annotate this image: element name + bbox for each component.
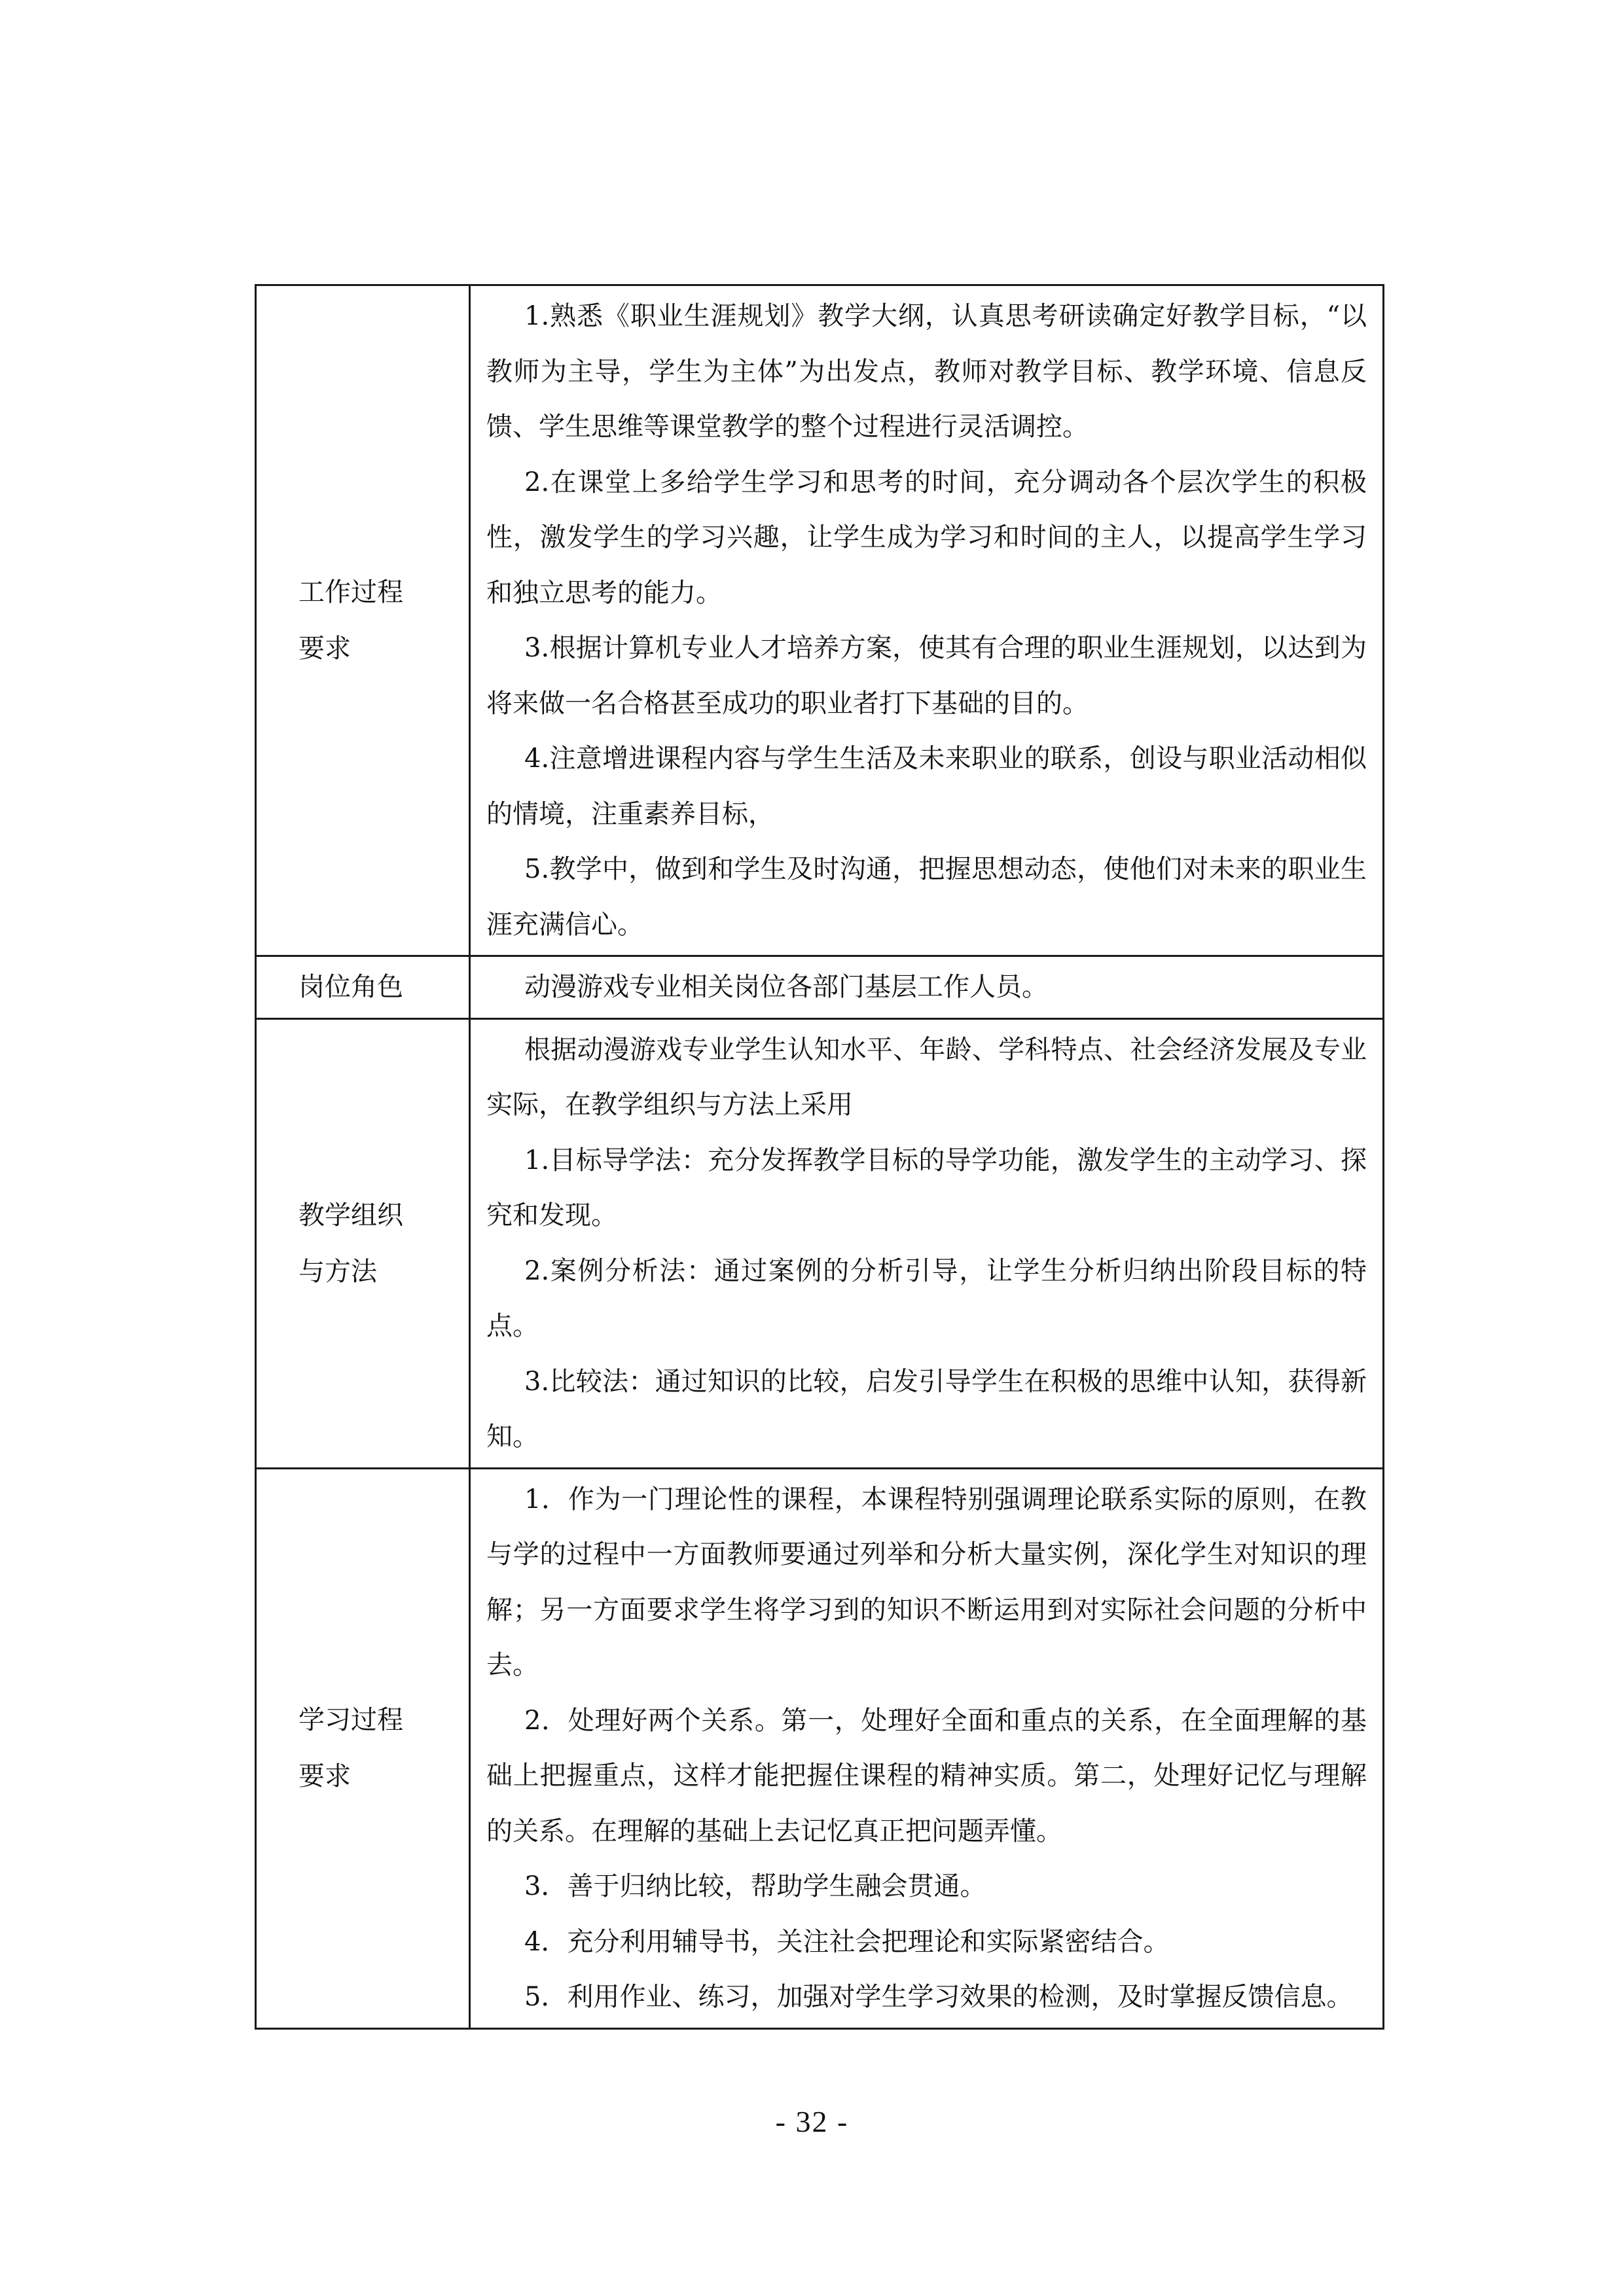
row-label-line: 要求: [298, 1761, 351, 1791]
document-table: [255, 284, 1384, 2030]
content-paragraph: 1．作为一门理论性的课程，本课程特别强调理论联系实际的原则，在教与学的过程中一方面教师要通过列举和分析大量实例，深化学生对知识的理解；另一方面要求学生将学习到的知识不断运用到对实际社会问题的分析中去。: [486, 1484, 1367, 1680]
row-content-cell: [470, 285, 1384, 956]
row-content-cell: [470, 1018, 1384, 1468]
content-paragraph: 1.熟悉《职业生涯规划》教学大纲，认真思考研读确定好教学目标，“以教师为主导，学生为主体”为出发点，教师对教学目标、教学环境、信息反馈、学生思维等课堂教学的整个过程进行灵活调控。: [486, 301, 1367, 442]
row-label-cell: [256, 1018, 470, 1468]
table-row-position-role: [256, 956, 1384, 1019]
row-content-cell: [470, 956, 1384, 1019]
content-paragraph: 2．处理好两个关系。第一，处理好全面和重点的关系，在全面理解的基础上把握重点，这样才能把握住课程的精神实质。第二，处理好记忆与理解的关系。在理解的基础上去记忆真正把问题弄懂。: [486, 1705, 1367, 1846]
content-paragraph: 3.比较法：通过知识的比较，启发引导学生在积极的思维中认知，获得新知。: [486, 1366, 1367, 1452]
content-paragraph: 根据动漫游戏专业学生认知水平、年龄、学科特点、社会经济发展及专业实际，在教学组织与方法上采用: [486, 1034, 1367, 1120]
table-row-teaching-organization: [256, 1018, 1384, 1468]
row-label-cell: [256, 1468, 470, 2028]
content-paragraph: 5.教学中，做到和学生及时沟通，把握思想动态，使他们对未来的职业生涯充满信心。: [486, 854, 1367, 940]
row-label-line: 教学组织: [298, 1200, 403, 1230]
row-label-line: 与方法: [298, 1256, 377, 1287]
page-number: - 32 -: [775, 2105, 849, 2138]
content-paragraph: 动漫游戏专业相关岗位各部门基层工作人员。: [524, 972, 1048, 1002]
content-paragraph: 5．利用作业、练习，加强对学生学习效果的检测，及时掌握反馈信息。: [524, 1982, 1353, 2012]
row-label-cell: [256, 956, 470, 1019]
content-paragraph: 3.根据计算机专业人才培养方案，使其有合理的职业生涯规划，以达到为将来做一名合格甚至成功的职业者打下基础的目的。: [486, 633, 1367, 719]
row-label-line: 工作过程: [298, 577, 403, 607]
row-label-line: 学习过程: [298, 1705, 403, 1735]
table-row-learning-process: [256, 1468, 1384, 2028]
content-paragraph: 2.在课堂上多给学生学习和思考的时间，充分调动各个层次学生的积极性，激发学生的学习兴趣，让学生成为学习和时间的主人，以提高学生学习和独立思考的能力。: [486, 467, 1367, 608]
table-row-work-process: [256, 285, 1384, 956]
row-content-cell: [470, 1468, 1384, 2028]
content-paragraph: 4．充分利用辅导书，关注社会把理论和实际紧密结合。: [524, 1926, 1170, 1957]
content-paragraph: 3．善于归纳比较，帮助学生融会贯通。: [524, 1871, 986, 1901]
content-paragraph: 2.案例分析法：通过案例的分析引导，让学生分析归纳出阶段目标的特点。: [486, 1255, 1367, 1341]
row-label-line: 岗位角色: [298, 972, 403, 1003]
content-paragraph: 1.目标导学法：充分发挥教学目标的导学功能，激发学生的主动学习、探究和发现。: [486, 1145, 1367, 1230]
row-label-line: 要求: [298, 634, 351, 664]
row-label-cell: [256, 285, 470, 956]
content-paragraph: 4.注意增进课程内容与学生生活及未来职业的联系，创设与职业活动相似的情境，注重素养目标，: [486, 744, 1367, 829]
